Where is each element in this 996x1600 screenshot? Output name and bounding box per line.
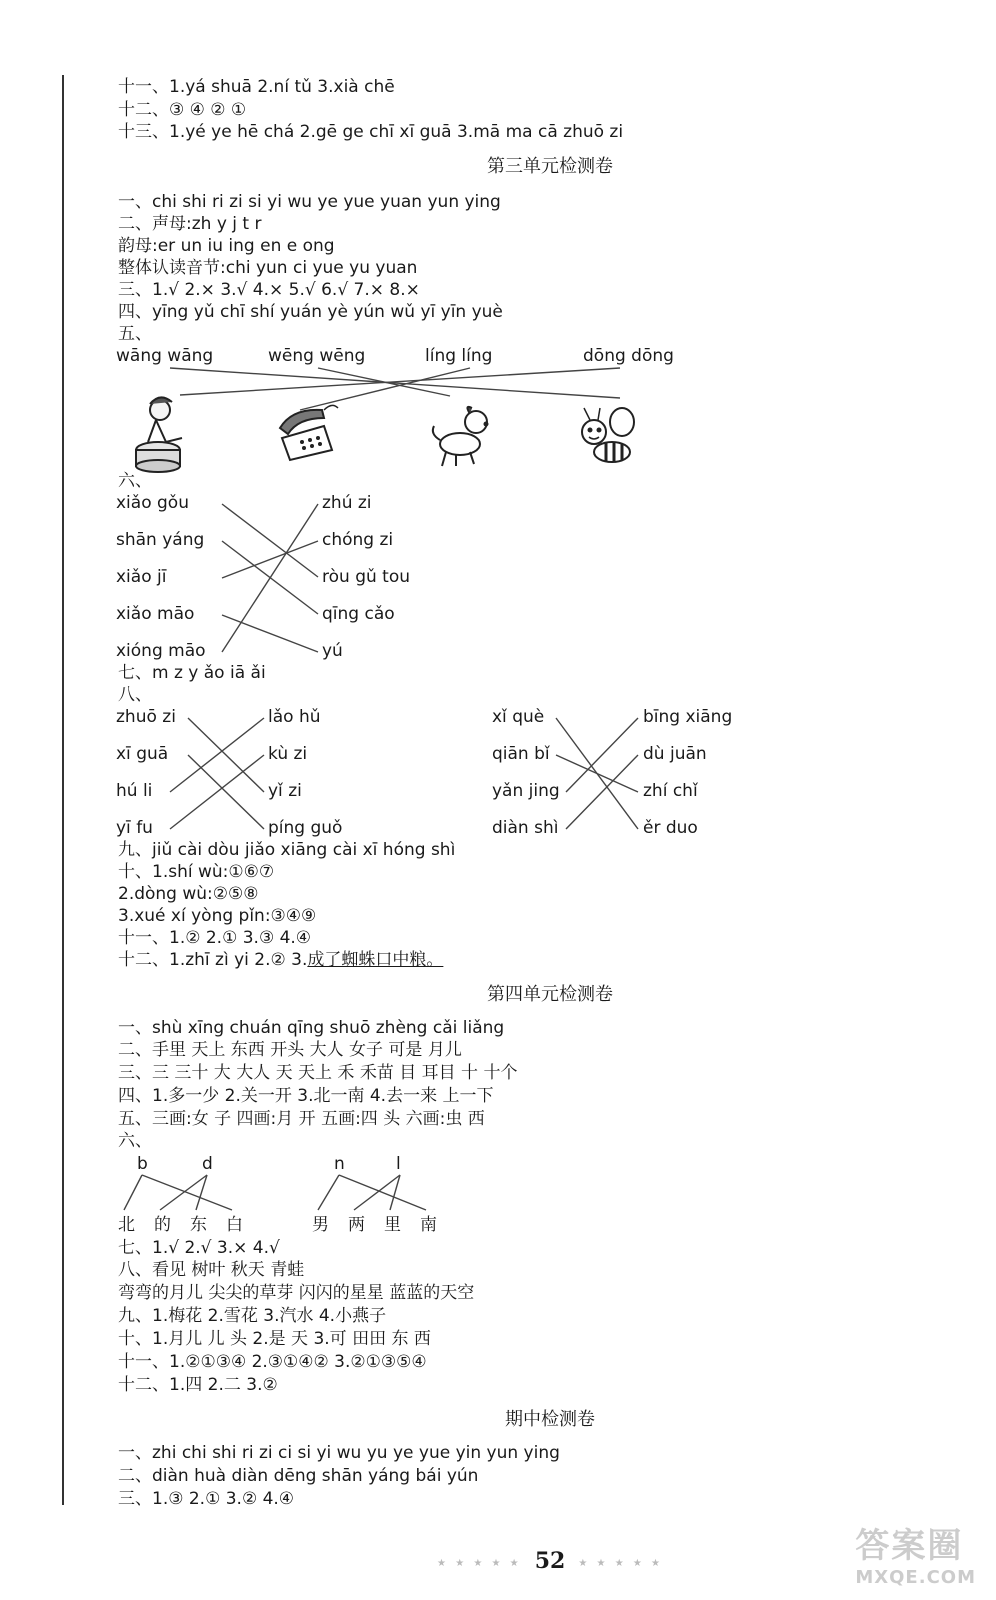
footer-stars-right: ★ ★ ★ ★ ★ [578,1558,663,1569]
u4-q6: 六、 [118,1131,152,1151]
u4-q6-letter-d: d [202,1154,213,1174]
q6-left-2: shān yáng [116,530,205,550]
u4-q6-letter-b: b [137,1154,148,1174]
u4-q6-line-l2 [390,1175,400,1210]
q6-right-1: zhú zi [322,493,372,513]
u4-q6-line-d2 [196,1175,207,1210]
q8-g2-right-1: bīng xiāng [643,707,733,727]
watermark-title: 答案圈 [855,1526,964,1566]
q8-g1-right-4: píng guǒ [268,818,343,838]
u3-q7: 七、m z y ǎo iā ǎi [118,663,266,683]
q6-left-1: xiǎo gǒu [116,493,189,513]
u4-q12: 十二、1.四 2.二 3.② [118,1375,278,1395]
u4-q6-char-4: 白 [226,1215,243,1235]
u4-q6-char-1: 北 [118,1215,135,1235]
mid-q3: 三、1.③ 2.① 3.② 4.④ [118,1489,295,1509]
section-title-unit3: 第三单元检测卷 [487,156,613,177]
u4-q6-char-5: 男 [312,1215,329,1235]
q8-g2-left-1: xǐ què [492,707,545,727]
mid-q2: 二、diàn huà diàn dēng shān yáng bái yún [118,1466,479,1486]
q6-left-4: xiǎo māo [116,604,195,624]
q8-g1-line-4 [170,755,264,829]
q11-line: 十一、1.yá shuā 2.ní tǔ 3.xià chē [118,77,395,97]
u4-q8: 八、看见 树叶 秋天 青蛙 [118,1260,305,1280]
q5-line-4 [180,368,620,395]
u4-q10: 十、1.月儿 儿 头 2.是 天 3.可 田田 东 西 [118,1329,431,1349]
watermark-url: MXQE.COM [855,1567,976,1588]
q8-g1-right-2: kù zi [268,744,308,764]
q6-right-5: yú [322,641,343,661]
q6-right-2: chóng zi [322,530,394,550]
q8-g1-left-2: xī guā [116,744,169,764]
u4-q8-phrases: 弯弯的月儿 尖尖的草芽 闪闪的星星 蓝蓝的天空 [118,1283,475,1303]
q5-line-3 [300,368,470,410]
q5-word-2: wēng wēng [268,346,366,366]
q8-g1-left-1: zhuō zi [116,707,176,727]
u3-q5: 五、 [118,324,152,344]
u3-q10-3: 3.xué xí yòng pǐn:③④⑨ [118,906,317,926]
u4-q6-letter-n: n [334,1154,345,1174]
u3-q2: 二、声母:zh y j t r [118,214,262,234]
q5-word-1: wāng wāng [116,346,214,366]
u3-q3: 三、1.√ 2.× 3.√ 4.× 5.√ 6.√ 7.× 8.× [118,280,420,300]
mid-q1: 一、zhi chi shi ri zi ci si yi wu yu ye yue yin yun ying [118,1443,560,1463]
q8-g1-line-3 [170,718,264,792]
q8-g1-left-3: hú li [116,781,153,801]
u4-q1: 一、shù xīng chuán qīng shuō zhèng cǎi liǎng [118,1018,505,1038]
u3-q8: 八、 [118,685,152,705]
q8-g2-left-4: diàn shì [492,818,559,838]
u4-q6-char-6: 两 [348,1215,365,1235]
q8-g2-right-4: ěr duo [643,818,698,838]
q8-g1-line-2 [188,755,264,829]
q8-g2-left-2: qiān bǐ [492,744,550,764]
page-footer [0,1548,996,1574]
u4-q6-char-3: 东 [190,1215,207,1235]
u4-q4: 四、1.多一少 2.关一开 3.北一南 4.去一来 上一下 [118,1086,494,1106]
watermark [855,1518,976,1588]
u3-q10-2: 2.dòng wù:②⑤⑧ [118,884,259,904]
section-title-unit4: 第四单元检测卷 [487,984,613,1005]
q5-word-3: líng líng [425,346,493,366]
q6-left-5: xióng māo [116,641,206,661]
q6-line-1 [222,504,318,577]
u4-q6-line-b2 [142,1175,232,1210]
u4-q6-line-b1 [124,1175,142,1210]
u3-q1: 一、chi shi ri zi si yi wu ye yue yuan yun ying [118,192,501,212]
q6-line-4 [222,615,318,652]
u4-q6-char-8: 南 [420,1215,437,1235]
u4-q7: 七、1.√ 2.√ 3.× 4.√ [118,1238,280,1258]
q8-g1-left-4: yī fu [116,818,153,838]
q12-line: 十二、③ ④ ② ① [118,100,247,120]
page-number: 52 [534,1548,566,1574]
u3-q10-1: 十、1.shí wù:①⑥⑦ [118,862,275,882]
u3-q2-syllables: 整体认读音节:chi yun ci yue yu yuan [118,258,418,278]
q6-left-3: xiǎo jī [116,567,167,587]
q13-line: 十三、1.yé ye hē chá 2.gē ge chī xī guā 3.mā ma cā zhuō zi [118,122,624,142]
u4-q2: 二、手里 天上 东西 开头 大人 女子 可是 月儿 [118,1040,462,1060]
q8-g1-right-3: yǐ zi [268,781,302,801]
u4-q9: 九、1.梅花 2.雪花 3.汽水 4.小燕子 [118,1306,387,1326]
u4-q6-char-2: 的 [154,1215,171,1235]
u4-q6-line-d1 [160,1175,207,1210]
u3-q9: 九、jiǔ cài dòu jiǎo xiāng cài xī hóng shì [118,840,456,860]
q6-right-4: qīng cǎo [322,604,395,624]
u4-q6-char-7: 里 [384,1215,401,1235]
u4-q11: 十一、1.②①③④ 2.③①④② 3.②①③⑤④ [118,1352,427,1372]
u3-q12-underlined-answer: 成了蜘蛛口中粮。 [307,950,444,970]
u3-q11: 十一、1.② 2.① 3.③ 4.④ [118,928,312,948]
section-title-midterm: 期中检测卷 [505,1409,595,1430]
q8-g2-left-3: yǎn jing [492,781,560,801]
u3-q4: 四、yīng yǔ chī shí yuán yè yún wǔ yī yīn yuè [118,302,503,322]
q6-line-5 [222,504,318,652]
q8-g2-right-2: dù juān [643,744,707,764]
u4-q5: 五、三画:女 子 四画:月 开 五画:四 头 六画:虫 西 [118,1109,485,1129]
u4-q6-line-n1 [318,1175,339,1210]
u3-q6: 六、 [118,471,152,491]
footer-stars-left: ★ ★ ★ ★ ★ [437,1558,522,1569]
q5-word-4: dōng dōng [583,346,674,366]
u4-q3: 三、三 三十 大 大人 天 天上 禾 禾苗 目 耳目 十 十个 [118,1063,518,1083]
q8-g2-line-4 [566,755,638,829]
u4-q6-letter-l: l [396,1154,401,1174]
q6-right-3: ròu gǔ tou [322,567,411,587]
q8-g1-line-1 [188,718,264,792]
u4-q6-line-l1 [354,1175,400,1210]
q8-g1-right-1: lǎo hǔ [268,707,321,727]
u3-q12-text: 十二、1.zhī zì yi 2.② 3. [118,950,308,970]
u4-q6-line-n2 [339,1175,426,1210]
q8-g2-right-3: zhí chǐ [643,781,698,801]
u3-q2-finals: 韵母:er un iu ing en e ong [118,236,335,256]
q6-line-3 [222,541,318,578]
